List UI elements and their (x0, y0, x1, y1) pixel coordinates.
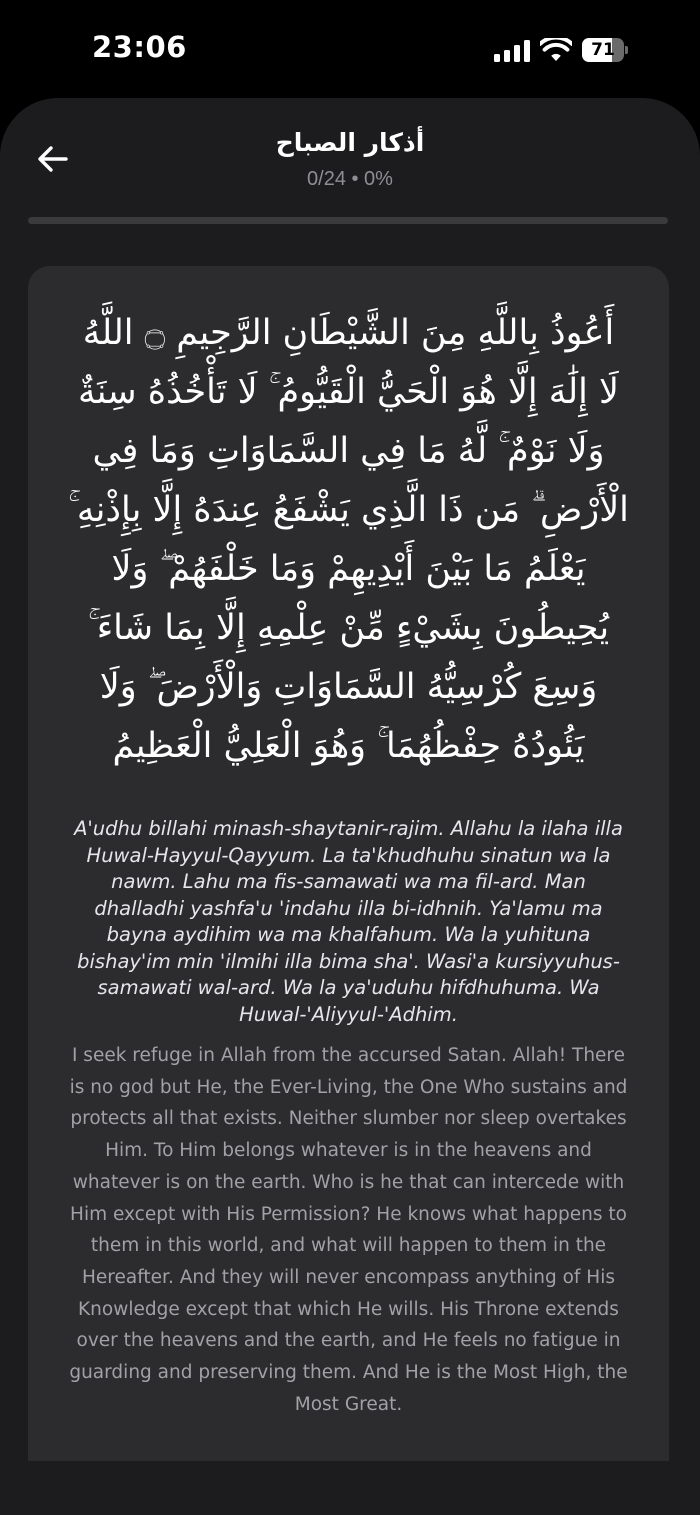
translation-text: I seek refuge in Allah from the accursed Satan. Allah! There is no god but He, the Ever-Living, the One Who sustains and protects all that exists. Neither slumber nor sleep overtakes Him. To Him belongs whatever is in the heavens and whatever is on the earth. Who is he that can intercede with Him except with His Permission? He knows what happens to them in this world, and what will happen to them in the Hereafter. And they will never encompass anything of His Knowledge except that which He wills. His Throne extends over the heavens and the earth, and He feels no fatigue in guarding and preserving them. And He is the Most High, the Most Great. (69, 1045, 628, 1415)
progress-counter: 0/24 • 0% (307, 168, 393, 190)
battery-cap (625, 46, 628, 54)
status-bar (0, 0, 700, 100)
arrow-left-icon (37, 145, 69, 173)
battery-indicator (582, 38, 628, 62)
dhikr-sheet (0, 98, 700, 1515)
transliteration-text: A'udhu billahi minash-shaytanir-rajim. Allahu la ilaha illa Huwal-Hayyul-Qayyum. La ta'khudhuhu sinatun wa la nawm. Lahu ma fis-samawati wa ma fil-ard. Man dhalladhi yashfa'u 'indahu illa bi-idhnih. Ya'lamu ma bayna aydihim wa ma khalfahum. Wa la yuhituna bishay'im min 'ilmihi illa bima sha'. Wasi'a kursiyyuhus-samawati wal-ard. Wa la ya'uduhu hifdhuhuma. Wa Huwal-'Aliyyul-'Adhim. (74, 817, 623, 1026)
arabic-text: أَعُوذُ بِاللَّهِ مِنَ الشَّيْطَانِ الرَّجِيمِ ۝ اللَّهُ لَا إِلَٰهَ إِلَّا هُوَ الْحَيُّ الْقَيُّومُ ۚ لَا تَأْخُذُهُ سِنَةٌ وَلَا نَوْمٌ ۚ لَّهُ مَا فِي السَّمَاوَاتِ وَمَا فِي الْأَرْضِ ۗ مَن ذَا الَّذِي يَشْفَعُ عِندَهُ إِلَّا بِإِذْنِهِ ۚ يَعْلَمُ مَا بَيْنَ أَيْدِيهِمْ وَمَا خَلْفَهُمْ ۖ وَلَا يُحِيطُونَ بِشَيْءٍ مِّنْ عِلْمِهِ إِلَّا بِمَا شَاءَ ۚ وَسِعَ كُرْسِيُّهُ السَّمَاوَاتِ وَالْأَرْضَ ۖ وَلَا يَئُودُهُ حِفْظُهُمَا ۚ وَهُوَ الْعَلِيُّ الْعَظِيمُ (68, 313, 629, 766)
dhikr-card[interactable] (28, 266, 669, 1461)
back-button[interactable] (30, 136, 76, 182)
battery-body (582, 38, 624, 62)
status-time: 23:06 (92, 30, 187, 64)
cellular-signal-icon (494, 40, 530, 62)
page-title: أذكار الصباح (275, 128, 425, 157)
battery-level: 71 (591, 40, 615, 60)
wifi-icon (540, 38, 572, 62)
progress-bar (28, 217, 668, 224)
